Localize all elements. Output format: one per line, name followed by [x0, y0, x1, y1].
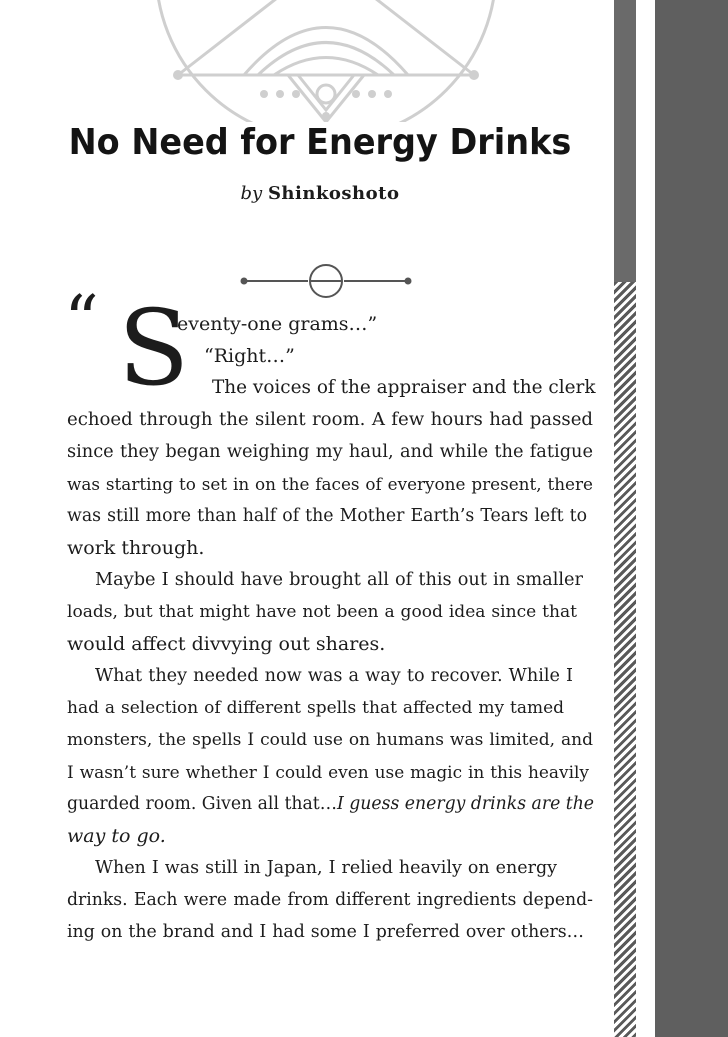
side-stripe-hatched — [614, 282, 636, 1037]
text-line-plain: guarded room. Given all that… — [67, 794, 337, 814]
text-line: had a selection of different spells that affected my tamed — [67, 698, 564, 718]
text-line: would affect divvying out shares. — [67, 633, 386, 655]
text-line: I wasn’t sure whether I could even use magic in this heavily — [67, 762, 589, 782]
text-line: When I was still in Japan, I relied heavily on energy — [95, 858, 557, 878]
text-line: work through. — [67, 537, 205, 559]
drop-cap-letter: S — [118, 287, 190, 409]
text-line: ing on the brand and I had some I preferred over others… — [67, 922, 584, 942]
byline-by: by — [240, 183, 263, 204]
text-line: eventy-one grams…” — [177, 313, 378, 335]
text-line — [67, 824, 166, 848]
text-line: What they needed now was a way to recover. While I — [95, 666, 573, 686]
italic-thought: I guess energy drinks are the — [336, 794, 595, 814]
text-line: since they began weighing my haul, and while the fatigue — [67, 442, 593, 462]
text-line: Maybe I should have brought all of this out in smaller — [95, 570, 583, 590]
byline-author: Shinkoshoto — [267, 183, 400, 204]
italic-thought-end: way to go. — [67, 825, 166, 847]
text-line: monsters, the spells I could use on humans was limited, and — [67, 730, 593, 750]
ornament-divider — [238, 263, 414, 299]
drop-quote-mark: “ — [64, 282, 99, 361]
text-line: The voices of the appraiser and the clerk — [212, 377, 596, 398]
byline — [0, 183, 640, 204]
magic-circle-emblem — [148, 0, 504, 122]
text-line — [67, 792, 594, 816]
text-line: was still more than half of the Mother Earth’s Tears left to — [67, 506, 587, 526]
side-stripe-dark — [655, 0, 728, 1037]
text-line: was starting to set in on the faces of everyone present, there — [67, 474, 593, 494]
text-line: loads, but that might have not been a good idea since that — [67, 602, 577, 622]
text-line: drinks. Each were made from different ingredients depend- — [67, 890, 593, 910]
text-line: “Right…” — [204, 345, 295, 367]
text-line: echoed through the silent room. A few hours had passed — [67, 409, 593, 430]
chapter-title: No Need for Energy Drinks — [68, 122, 572, 163]
